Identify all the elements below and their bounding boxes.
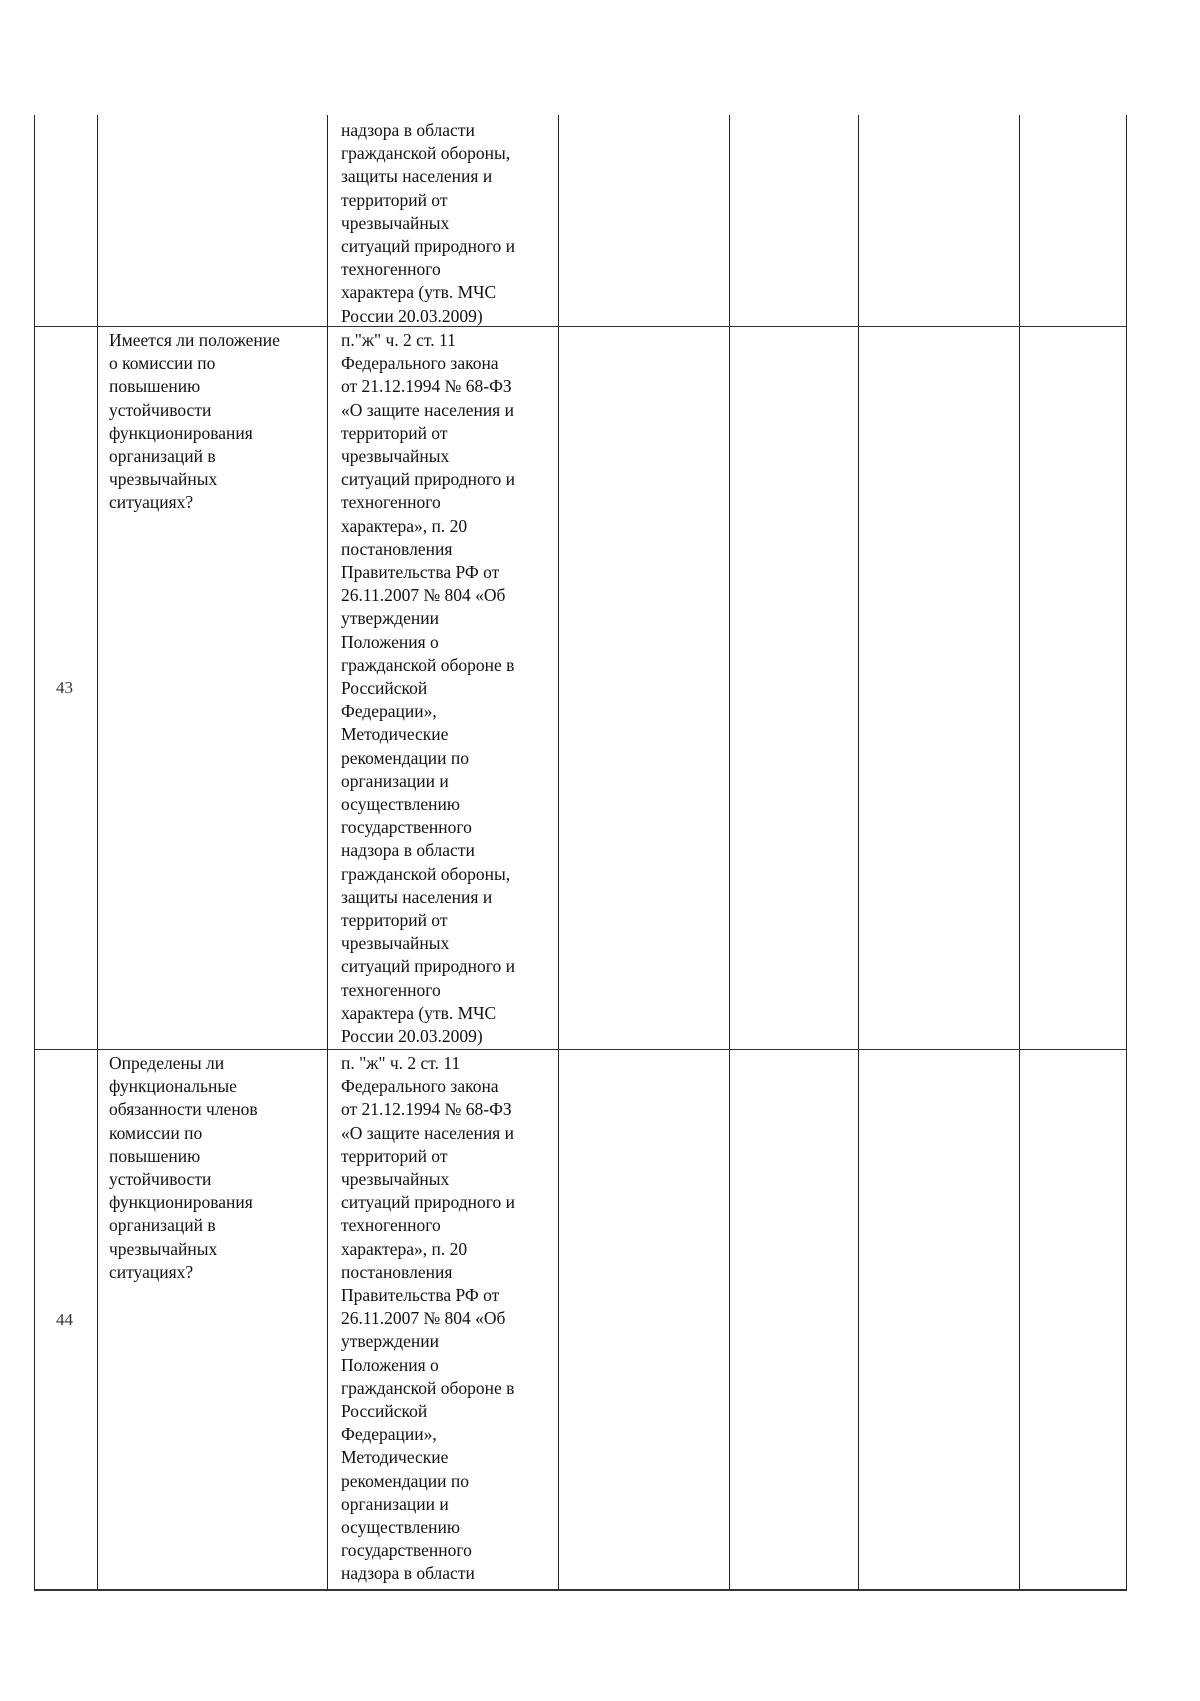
basis-line: чрезвычайных [341, 1169, 450, 1190]
basis-line: Методические [341, 724, 449, 745]
column-border [34, 115, 35, 1590]
question-line: о комиссии по [109, 353, 216, 374]
basis-line: от 21.12.1994 № 68-ФЗ [341, 376, 512, 397]
question-line: организаций в [109, 1215, 216, 1236]
question-line: функциональные [109, 1076, 237, 1097]
question-cell [109, 1052, 258, 1284]
basis-line: Положения о [341, 631, 439, 652]
basis-line: Федерации», [341, 701, 437, 722]
basis-line: защиты населения и [341, 166, 493, 187]
question-line: повышению [109, 1145, 201, 1166]
column-border [729, 115, 730, 1590]
basis-line: ситуаций природного и [341, 236, 516, 257]
basis-line: характера», п. 20 [341, 515, 468, 536]
basis-line: характера», п. 20 [341, 1238, 468, 1259]
basis-line: надзора в области [341, 1563, 475, 1584]
basis-line: техногенного [341, 259, 441, 280]
basis-cell [341, 1052, 515, 1586]
basis-line: осуществлению [341, 1517, 460, 1538]
basis-line: Методические [341, 1447, 449, 1468]
question-line: чрезвычайных [109, 469, 218, 490]
basis-line: характера (утв. МЧС [341, 1002, 497, 1023]
basis-line: Российской [341, 678, 428, 699]
basis-line: чрезвычайных [341, 446, 450, 467]
column-border [97, 115, 98, 1590]
column-border [1019, 115, 1020, 1590]
basis-line: территорий от [341, 422, 448, 443]
basis-line: Федерального закона [341, 1076, 499, 1097]
question-line: повышению [109, 376, 201, 397]
basis-cell [341, 329, 515, 1048]
basis-line: характера (утв. МЧС [341, 282, 497, 303]
basis-line: постановления [341, 538, 453, 559]
basis-line: рекомендации по [341, 747, 470, 768]
basis-line: Российской [341, 1401, 428, 1422]
basis-line: Правительства РФ от [341, 1285, 500, 1306]
basis-line: территорий от [341, 1145, 448, 1166]
question-line: комиссии по [109, 1122, 203, 1143]
question-line: чрезвычайных [109, 1238, 218, 1259]
basis-line: «О защите населения и [341, 1122, 514, 1143]
basis-line: Правительства РФ от [341, 562, 500, 583]
basis-line: ситуаций природного и [341, 956, 516, 977]
column-border [1126, 115, 1127, 1590]
question-line: ситуациях? [109, 1261, 194, 1282]
row-number: 43 [56, 678, 73, 697]
basis-line: ситуаций природного и [341, 1192, 516, 1213]
question-line: Определены ли [109, 1053, 225, 1073]
table-bottom-border [34, 1589, 1127, 1591]
column-border [858, 115, 859, 1590]
question-line: обязанности членов [109, 1099, 258, 1120]
question-line: Имеется ли положение [109, 330, 280, 350]
basis-line: организации и [341, 1493, 449, 1514]
basis-line: государственного [341, 1540, 472, 1561]
basis-line: гражданской обороны, [341, 143, 511, 164]
basis-line: техногенного [341, 492, 441, 513]
basis-line: организации и [341, 770, 449, 791]
basis-line: 26.11.2007 № 804 «Об [341, 585, 506, 606]
column-border [327, 115, 328, 1590]
basis-line: Федерального закона [341, 353, 499, 374]
row-number: 44 [56, 1310, 73, 1329]
basis-line: техногенного [341, 979, 441, 1000]
basis-line: территорий от [341, 189, 448, 210]
basis-line: постановления [341, 1261, 453, 1282]
basis-line: надзора в области [341, 840, 475, 861]
basis-line: Положения о [341, 1354, 439, 1375]
basis-line: гражданской обороне в [341, 1377, 515, 1398]
basis-line: от 21.12.1994 № 68-ФЗ [341, 1099, 512, 1120]
basis-line: территорий от [341, 910, 448, 931]
basis-line: техногенного [341, 1215, 441, 1236]
question-line: организаций в [109, 446, 216, 467]
basis-line: государственного [341, 817, 472, 838]
basis-line: чрезвычайных [341, 933, 450, 954]
basis-line: п."ж" ч. 2 ст. 11 [341, 330, 456, 350]
question-line: ситуациях? [109, 492, 194, 513]
basis-line: России 20.03.2009) [341, 305, 483, 326]
basis-line: ситуаций природного и [341, 469, 516, 490]
continuation-basis-cell [341, 119, 515, 328]
basis-line: надзора в области [341, 120, 475, 140]
basis-line: утверждении [341, 1331, 439, 1352]
basis-line: России 20.03.2009) [341, 1026, 483, 1047]
row-border [34, 326, 1127, 327]
question-line: функционирования [109, 422, 253, 443]
basis-line: утверждении [341, 608, 439, 629]
basis-line: гражданской обороне в [341, 654, 515, 675]
basis-line: осуществлению [341, 794, 460, 815]
basis-line: п. "ж" ч. 2 ст. 11 [341, 1053, 461, 1073]
basis-line: «О защите населения и [341, 399, 514, 420]
column-border [558, 115, 559, 1590]
basis-line: защиты населения и [341, 886, 493, 907]
question-cell [109, 329, 280, 515]
question-line: функционирования [109, 1192, 253, 1213]
basis-line: Федерации», [341, 1424, 437, 1445]
row-border [34, 1049, 1127, 1050]
basis-line: 26.11.2007 № 804 «Об [341, 1308, 506, 1329]
basis-line: рекомендации по [341, 1470, 470, 1491]
basis-line: чрезвычайных [341, 212, 450, 233]
basis-line: гражданской обороны, [341, 863, 511, 884]
question-line: устойчивости [109, 1169, 212, 1190]
question-line: устойчивости [109, 399, 212, 420]
